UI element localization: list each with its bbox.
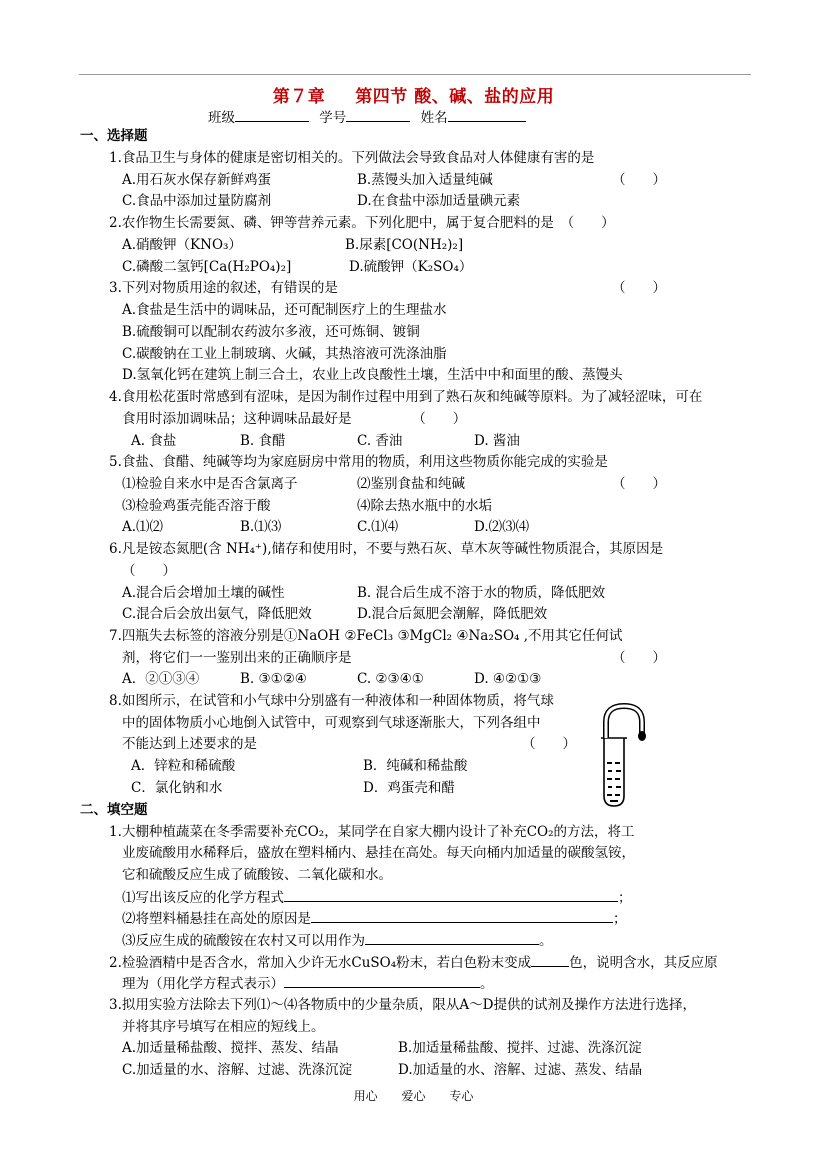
number-field[interactable]: [346, 109, 410, 122]
class-label: 班级: [208, 110, 235, 126]
question-text-cont: [122, 974, 494, 993]
option-a: A．②①③④: [122, 671, 200, 687]
option-a: A.用石灰水保存新鲜鸡蛋: [122, 172, 272, 188]
option-a: A. 食盐: [131, 433, 177, 449]
answer-blank[interactable]: [531, 953, 569, 967]
item-2: ⑵鉴别食盐和纯碱: [357, 476, 465, 492]
name-label: 姓名: [420, 110, 448, 126]
option-b: B. 混合后生成不溶于水的物质，降低肥效: [357, 585, 606, 601]
option-c: C. 香油: [357, 433, 403, 449]
item-3: ⑶检验鸡蛋壳能否溶于酸: [122, 498, 271, 514]
punctuation: 。: [539, 933, 553, 949]
option-b: B.硫酸铜可以配制农药波尔多液，还可炼铜、镀铜: [122, 324, 420, 340]
option-d: D．鸡蛋壳和醋: [363, 780, 455, 796]
header-rule: [79, 74, 751, 75]
answer-bracket: （ ）: [612, 650, 666, 666]
option-c: C. ②③④①: [357, 671, 424, 687]
option-b: B.加适量稀盐酸、搅拌、过滤、洗涤沉淀: [398, 1040, 642, 1056]
question-text: 5.食盐、食醋、纯碱等均为家庭厨房中常用的物质，利用这些物质你能完成的实验是: [109, 454, 608, 470]
question-text-cont: 不能达到上述要求的是: [122, 736, 257, 752]
punctuation: ；: [613, 911, 627, 927]
option-a: A.混合后会增加土壤的碱性: [122, 585, 285, 601]
question-text: 1.食品卫生与身体的健康是密切相关的。下列做法会导致食品对人体健康有害的是: [109, 150, 595, 166]
option-b: B.⑴⑶: [240, 519, 282, 535]
question-text-cont: 它和硫酸反应生成了硫酸铵、二氧化碳和水。: [122, 867, 392, 883]
question-text-cont: 并将其序号填写在相应的短线上。: [122, 1019, 325, 1035]
punctuation: 。: [480, 976, 494, 992]
question-text: 2.农作物生长需要氮、磷、钾等营养元素。下列化肥中，属于复合肥料的是 （ ）: [109, 215, 615, 231]
option-c: C.磷酸二氢钙[Ca(H₂PO₄)₂]: [122, 259, 292, 275]
page-footer: [0, 1087, 827, 1104]
section-heading-choice: 一、选择题: [80, 128, 148, 144]
section-heading-fill: 二、填空题: [80, 802, 148, 818]
option-c: C．氯化钠和水: [131, 780, 223, 796]
footer-item: 用心: [353, 1089, 378, 1103]
footer-item: 专心: [449, 1089, 474, 1103]
page-title: [0, 82, 827, 107]
chapter-label: 第７章: [272, 87, 326, 107]
option-c: C.加适量的水、溶解、过滤、洗涤沉淀: [122, 1062, 353, 1078]
option-b: B. 食醋: [240, 433, 286, 449]
question-text: 3.下列对物质用途的叙述，有错误的是: [109, 280, 338, 296]
answer-blank[interactable]: [284, 974, 480, 988]
answer-bracket: （ ）: [612, 280, 666, 296]
option-d: D.氢氧化钙在建筑上制三合土，农业上改良酸性土壤，生活中中和面里的酸、蒸馒头: [122, 367, 623, 383]
question-text: 8.如图所示，在试管和小气球中分别盛有一种液体和一种固体物质，将气球: [109, 693, 554, 709]
question-text-cont: 业废硫酸用水稀释后，盛放在塑料桶内、悬挂在高处。每天向桶内加适量的碳酸氢铵，: [122, 845, 635, 861]
option-c: C.混合后会放出氨气，降低肥效: [122, 606, 312, 622]
answer-bracket: （ ）: [522, 736, 576, 752]
question-text-part: 2.检验酒精中是否含水，常加入少许无水CuSO₄粉末，若白色粉末变成: [109, 955, 532, 971]
option-a: A.硝酸钾（KNO₃）: [122, 237, 242, 253]
option-b: B. ③①②④: [240, 671, 307, 687]
option-d: D.混合后氮肥会潮解，降低肥效: [357, 606, 548, 622]
class-field[interactable]: [235, 109, 309, 122]
question-text: 7.四瓶失去标签的溶液分别是①NaOH ②FeCl₃ ③MgCl₂ ④Na₂SO₄ ,不用其它任何试: [109, 628, 623, 644]
item-1: ⑴检验自来水中是否含氯离子: [122, 476, 298, 492]
punctuation: ；: [618, 890, 632, 906]
answer-blank[interactable]: [284, 888, 618, 902]
option-c: C.碳酸钠在工业上制玻璃、火碱，其热溶液可洗涤油脂: [122, 346, 447, 362]
answer-bracket: （ ）: [122, 563, 176, 579]
question-text: 1.大棚种植蔬菜在冬季需要补充CO₂，某同学在自家大棚内设计了补充CO₂的方法，将工: [109, 824, 635, 840]
option-d: D. ④②①③: [474, 671, 542, 687]
answer-blank[interactable]: [365, 931, 539, 945]
option-c: C.⑴⑷: [357, 519, 399, 535]
answer-blank[interactable]: [311, 909, 613, 923]
sub-question: [122, 931, 553, 950]
question-text-part: 理为（用化学方程式表示）: [122, 976, 284, 992]
option-d: D.加适量的水、溶解、过滤、蒸发、结晶: [398, 1062, 643, 1078]
sub-question-text: ⑴写出该反应的化学方程式: [122, 890, 284, 906]
option-d: D. 酱油: [474, 433, 520, 449]
option-a: A.食盐是生活中的调味品，还可配制医疗上的生理盐水: [122, 302, 447, 318]
item-4: ⑷除去热水瓶中的水垢: [357, 498, 492, 514]
question-text: [109, 953, 718, 972]
student-info-line: [208, 106, 526, 126]
option-a: A．锌粒和稀硫酸: [131, 758, 236, 774]
option-b: B.蒸馒头加入适量纯碱: [357, 172, 493, 188]
name-field[interactable]: [448, 109, 526, 122]
sub-question-text: ⑶反应生成的硫酸铵在农村又可以用作为: [122, 933, 365, 949]
test-tube-balloon-figure: [596, 700, 656, 810]
question-text: 4.食用松花蛋时常感到有涩味，是因为制作过程中用到了熟石灰和纯碱等原料。为了减轻涩味，可在: [109, 389, 703, 405]
question-text-cont: 剂，将它们一一鉴别出来的正确顺序是: [122, 650, 352, 666]
sub-question-text: ⑵将塑料桶悬挂在高处的原因是: [122, 911, 311, 927]
question-text: 6.凡是铵态氮肥(含 NH₄⁺),储存和使用时，不要与熟石灰、草木灰等碱性物质混合，其原因是: [109, 541, 664, 557]
option-d: D.硫酸钾（K₂SO₄）: [349, 259, 473, 275]
answer-bracket: （ ）: [612, 172, 666, 188]
question-text-cont: 食用时添加调味品；这种调味品最好是 （ ）: [122, 411, 467, 427]
option-d: D.在食盐中添加适量碘元素: [357, 193, 521, 209]
option-b: B．纯碱和稀盐酸: [363, 758, 468, 774]
option-a: A.加适量稀盐酸、搅拌、蒸发、结晶: [122, 1040, 339, 1056]
question-text-cont: 中的固体物质小心地倒入试管中，可观察到气球逐渐胀大，下列各组中: [122, 715, 541, 731]
sub-question: [122, 888, 632, 907]
footer-item: 爱心: [401, 1089, 426, 1103]
answer-bracket: （ ）: [612, 476, 666, 492]
option-a: A.⑴⑵: [122, 519, 164, 535]
option-b: B.尿素[CO(NH₂)₂]: [345, 237, 464, 253]
option-c: C.食品中添加过量防腐剂: [122, 193, 272, 209]
question-text-part: 色，说明含水，其反应原: [569, 955, 718, 971]
option-d: D.⑵⑶⑷: [474, 519, 530, 535]
sub-question: [122, 909, 627, 928]
question-text: 3.拟用实验方法除去下列⑴～⑷各物质中的少量杂质，限从A～D提供的试剂及操作方法进行选择，: [109, 997, 696, 1013]
number-label: 学号: [319, 110, 347, 126]
section-title: 第四节 酸、碱、盐的应用: [355, 87, 555, 107]
